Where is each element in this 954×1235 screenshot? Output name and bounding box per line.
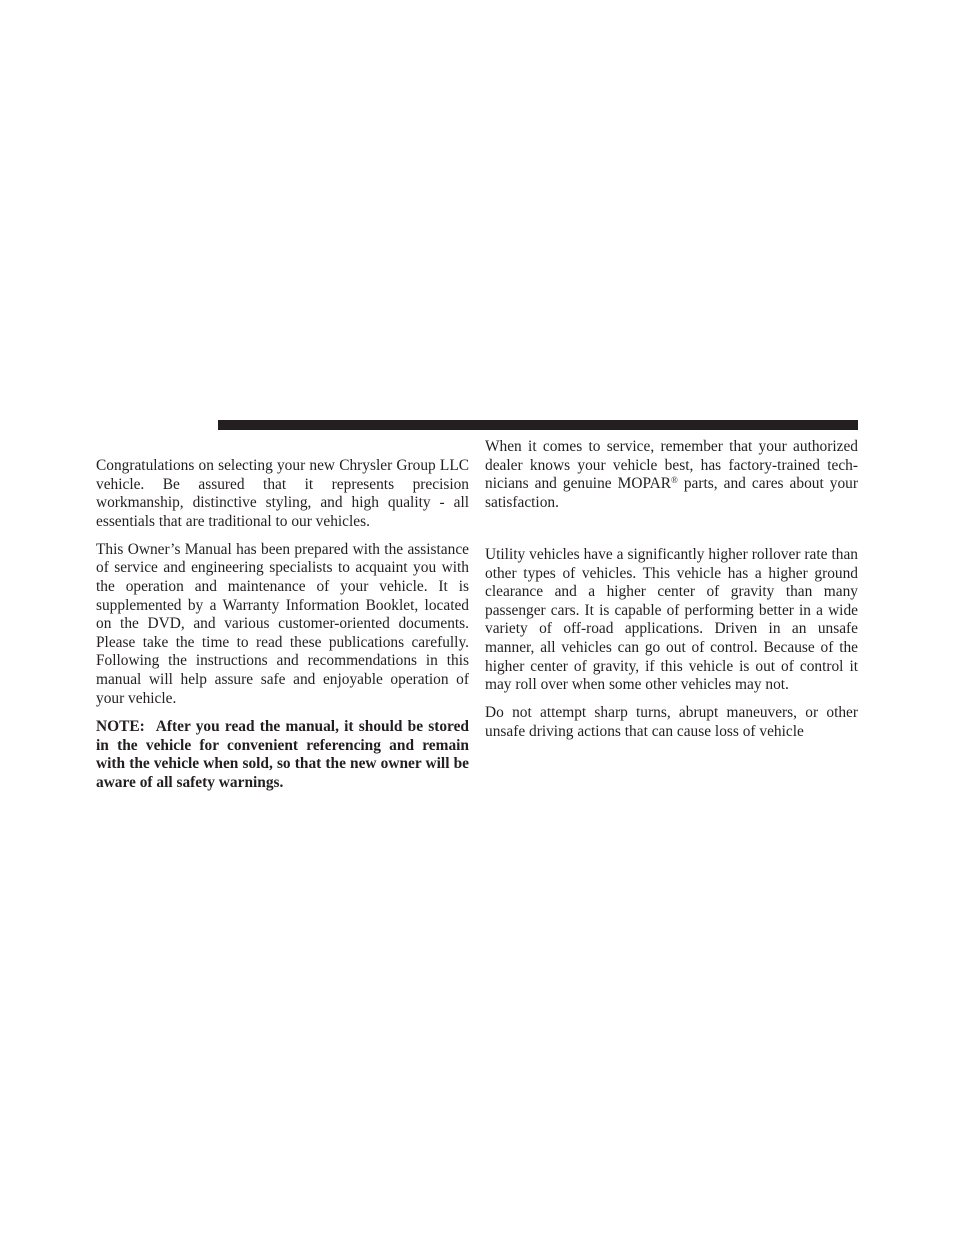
owners-manual-paragraph: This Owner’s Manual has been prepared with the assistance of service and engineering specialists to acquaint you with the operation and maintenance of your vehicle. It is supplemented by a Warranty Information Booklet, located on the DVD, and various customer-oriented documents. Please take the time to read these publications carefully. Following the instructions and recommendations in this manual will help assure safe and enjoyable operation of your vehicle. <box>96 540 469 707</box>
header-rule <box>218 420 858 430</box>
note-label: NOTE: <box>96 718 145 736</box>
service-text-after: parts, and cares about your satisfaction. <box>485 475 858 511</box>
note-paragraph <box>96 718 469 792</box>
rollover-paragraph: Utility vehicles have a significantly higher rollover rate than other types of vehicles. This vehicle has a higher ground clearance and a higher center of gravity than many passenger cars. It is capable of performing better in a wide variety of off-road applications. Driven in an unsafe manner, all vehicles can go out of control. Because of the higher center of gravity, if this vehicle is out of control it may roll over when some other vehicles may not. <box>485 546 858 694</box>
service-paragraph <box>485 438 858 512</box>
congratulations-paragraph: Congratulations on selecting your new Chrysler Group LLC vehicle. Be assured that it represents precision workmanship, distinctive styling, and high quality - all essentials that are traditional to our vehicles. <box>96 457 469 530</box>
note-text: After you read the manual, it should be stored in the vehicle for convenient referencing and remain with the vehicle when sold, so that the new owner will be aware of all safety warnings. <box>96 718 469 791</box>
left-column <box>96 457 469 793</box>
service-text-before: When it comes to service, remember that your authorized dealer knows your vehicle best, has factory-trained technicians and genuine MOPAR <box>485 438 858 493</box>
rollover-section <box>485 546 858 741</box>
registered-trademark: ® <box>670 475 678 486</box>
service-section <box>485 438 858 512</box>
sharp-turns-paragraph: Do not attempt sharp turns, abrupt maneuvers, or other unsafe driving actions that can cause loss of vehicle <box>485 704 858 740</box>
